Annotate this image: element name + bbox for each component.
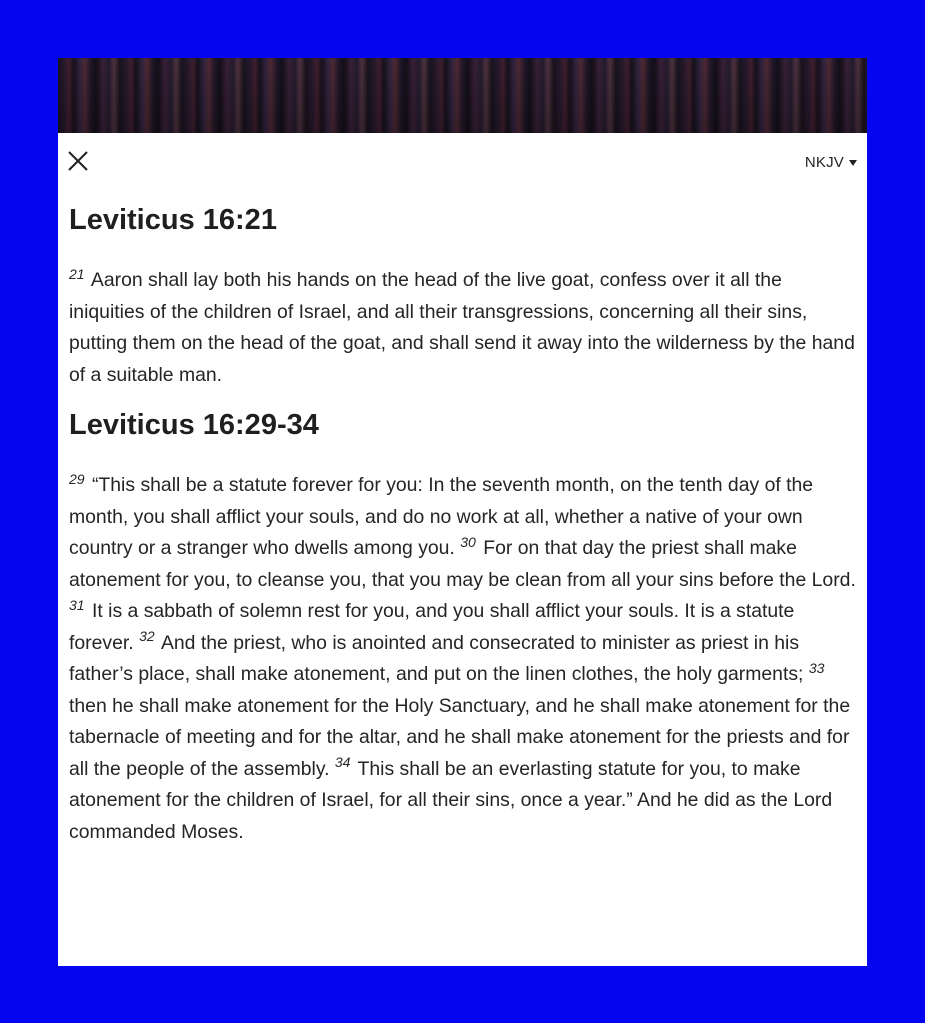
verse-number: 34: [334, 754, 351, 771]
verse-text: And the priest, who is anointed and consecrated to minister as priest in his father’s place, shall make atonement, and put on the linen clothes, the holy garments;: [69, 631, 804, 685]
passage-panel: [58, 58, 867, 966]
verse-number: 32: [139, 628, 155, 645]
passage-text: [69, 470, 859, 848]
verse-text: “This shall be a statute forever for you: In the seventh month, on the tenth day of the month, you shall afflict your souls, and do no work at all, whether a native of your own country or a stranger who dwells among you.: [69, 474, 814, 559]
verse-text: For on that day the priest shall make atonement for you, to cleanse you, that you may be clean from all your sins before the Lord.: [69, 537, 856, 591]
toolbar: [58, 133, 867, 189]
verse-number: 29: [69, 470, 85, 487]
verse-number: 31: [69, 596, 85, 613]
passage-reference: Leviticus 16:21: [69, 204, 277, 236]
verse-number: 33: [808, 659, 825, 676]
caret-down-icon: [849, 160, 857, 166]
close-button[interactable]: [66, 149, 90, 173]
verse-text: Aaron shall lay both his hands on the head of the live goat, confess over it all the iniquities of the children of Israel, and all their transgressions, concerning all their sins, putting them on the head of the goat, and shall send it away into the wilderness by the hand of a suitable man.: [69, 269, 855, 386]
verse-text: It is a sabbath of solemn rest for you, and you shall afflict your souls. It is a statute forever.: [69, 600, 795, 654]
version-label: NKJV: [804, 153, 844, 171]
header-banner-image: [58, 58, 867, 133]
passage-reference: Leviticus 16:29-34: [69, 409, 319, 441]
verse-text: then he shall make atonement for the Holy Sanctuary, and he shall make atonement for the tabernacle of meeting and for the altar, and he shall make atonement for the priests and for all the people of the assembly.: [69, 694, 851, 780]
passage-text: [69, 265, 859, 391]
verse-number: 21: [69, 265, 85, 282]
version-selector[interactable]: [805, 152, 857, 172]
verse-number: 30: [460, 533, 476, 550]
verse-text: This shall be an everlasting statute for you, to make atonement for the children of Israel, for all their sins, once a year.” And he did as the Lord commanded Moses.: [69, 757, 833, 843]
close-icon: [66, 149, 90, 173]
passage-content: [69, 189, 859, 848]
